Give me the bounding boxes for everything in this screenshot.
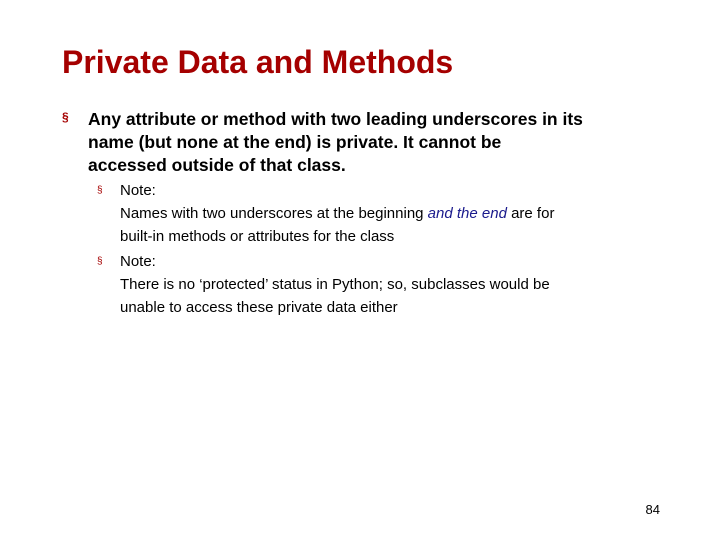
bullet-marker-icon: § (62, 110, 69, 124)
sub-bullet-heading: Note: (120, 182, 156, 199)
sub-bullet-line (120, 203, 677, 226)
sub-bullet-line: There is no ‘protected’ status in Python; so, subclasses would be (120, 275, 550, 293)
sub-bullet-text (120, 180, 677, 248)
sub-bullet-line: built-in methods or attributes for the class (120, 227, 395, 245)
sub-bullet-note-1 (97, 180, 677, 248)
bullet-marker-icon: § (97, 256, 103, 267)
sub-bullet-note-2 (97, 251, 677, 319)
sub-bullet-text (120, 251, 677, 319)
sub-bullet-line: unable to access these private data either (120, 298, 398, 316)
sub-bullet-text-after: are for (506, 204, 555, 222)
main-bullet-line: accessed outside of that class. (88, 154, 346, 175)
main-bullet-line: name (but none at the end) is private. It cannot be (88, 131, 502, 152)
page-number: 84 (645, 502, 660, 517)
bullet-marker-icon: § (97, 185, 103, 196)
main-bullet-line: Any attribute or method with two leading underscores in its (88, 109, 583, 129)
emphasis-text: and the end (427, 204, 507, 222)
main-bullet-text (88, 108, 662, 176)
main-bullet (62, 108, 662, 176)
slide-title: Private Data and Methods (62, 44, 454, 80)
sub-bullet-text-before: Names with two underscores at the beginning (120, 204, 428, 222)
sub-bullet-heading: Note: (120, 253, 156, 270)
